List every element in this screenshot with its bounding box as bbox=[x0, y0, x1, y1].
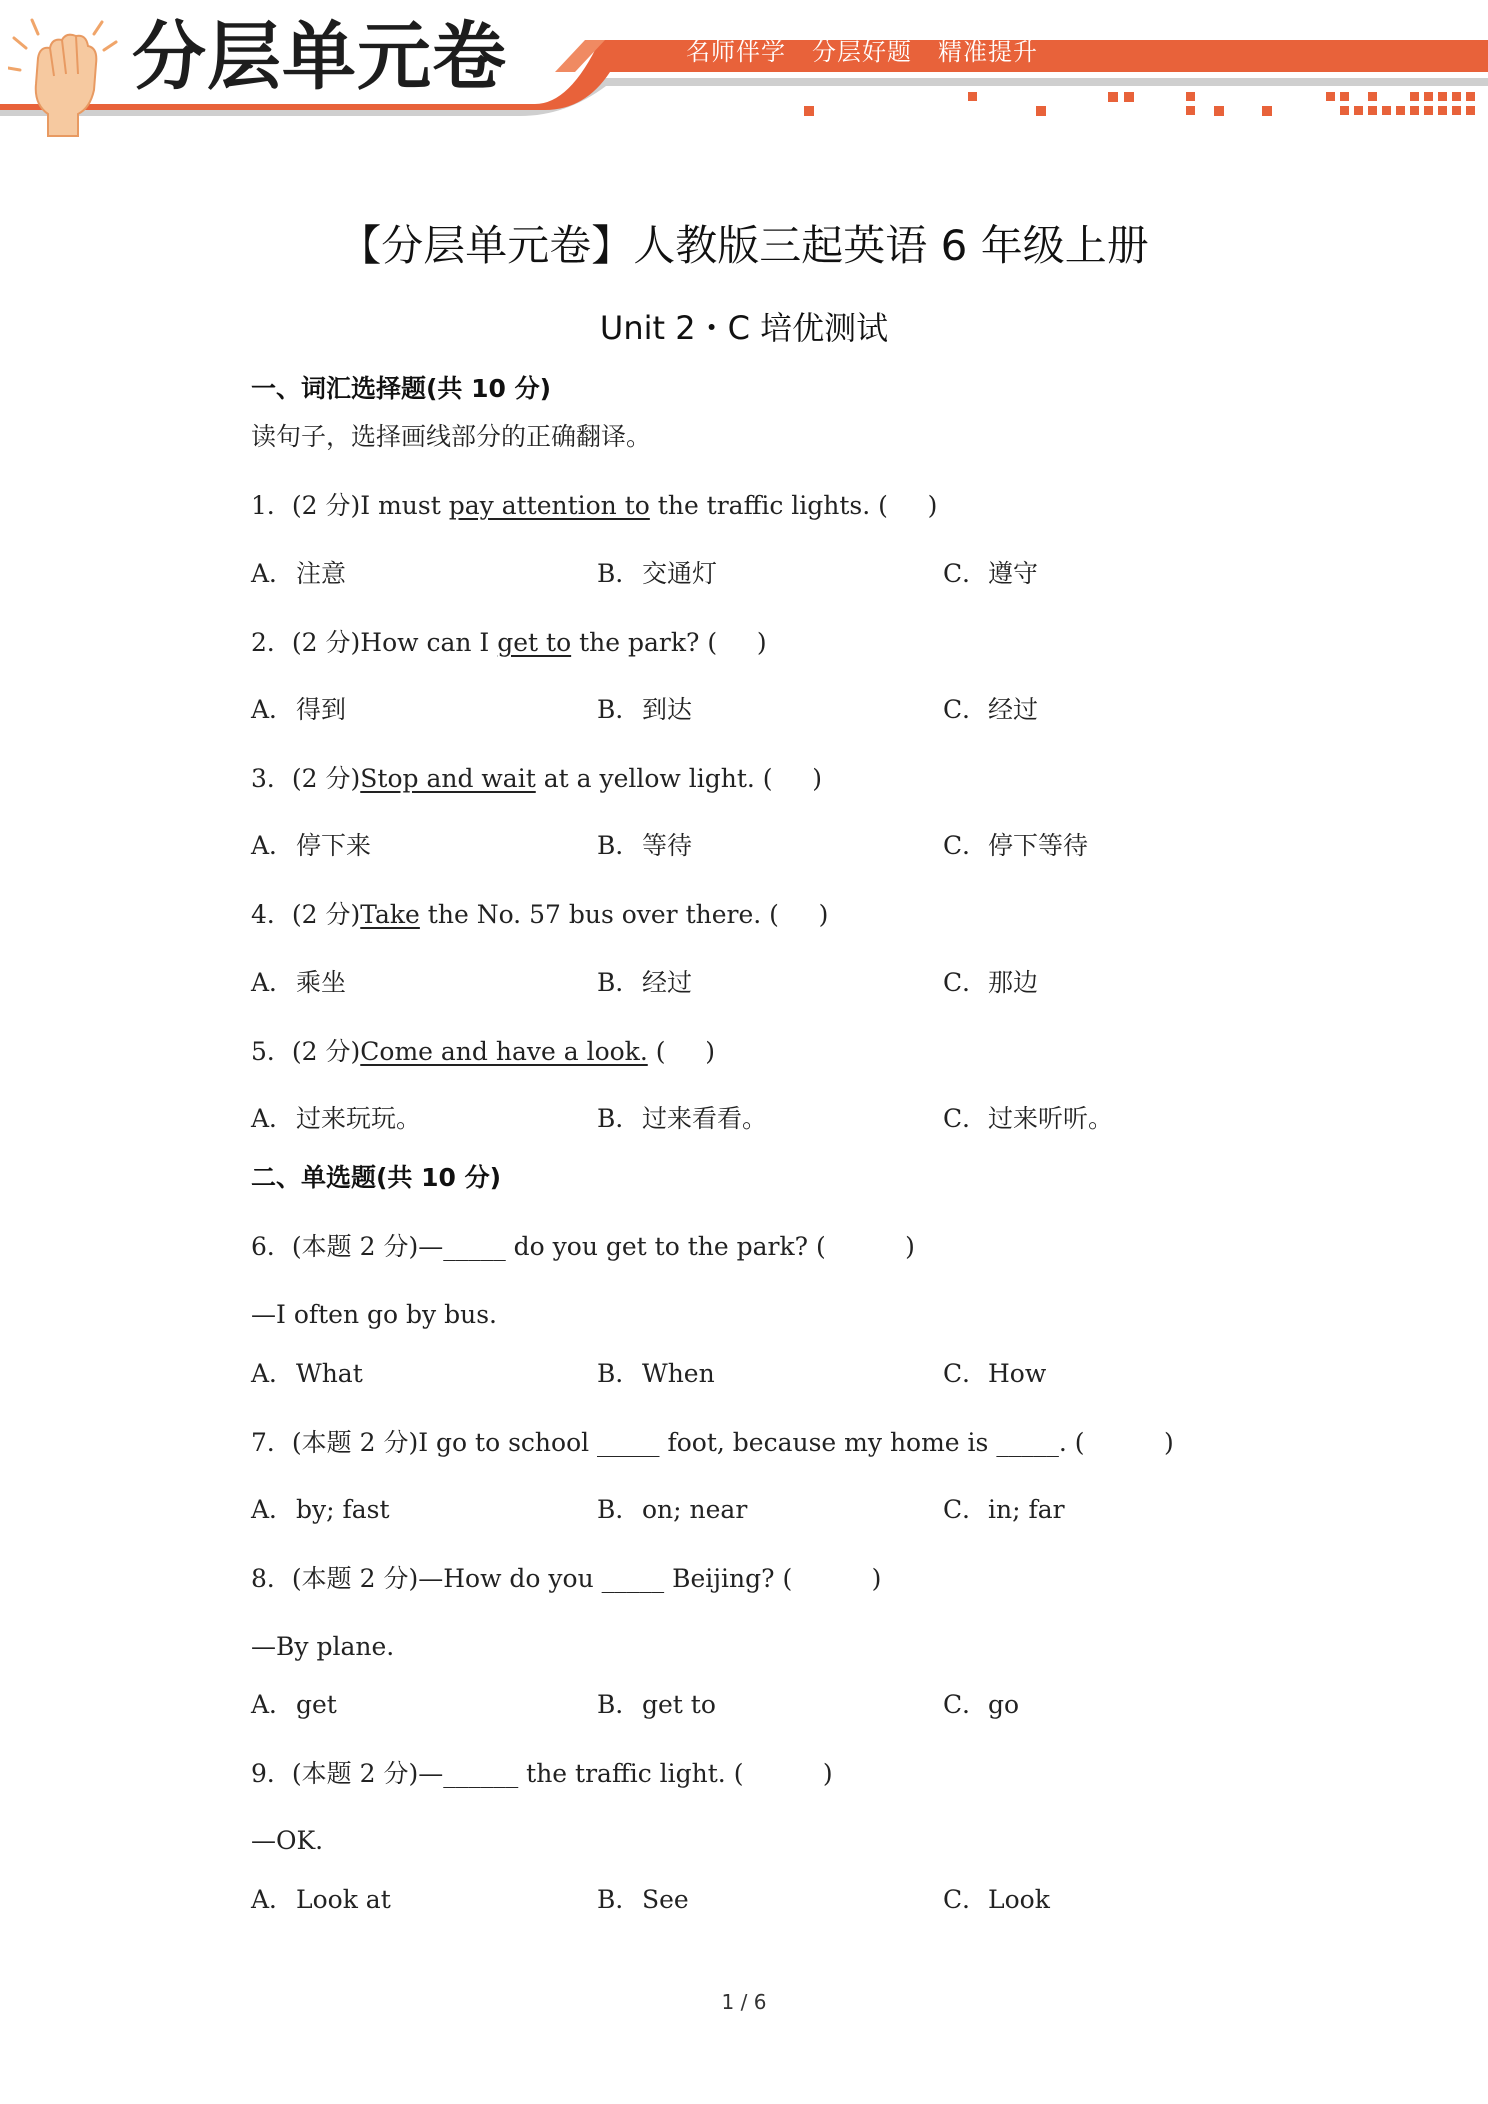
slogan-3: 精准提升 bbox=[938, 38, 1038, 66]
q3-option-b: B．等待 bbox=[597, 831, 693, 860]
question-1: 1．(2 分)I must pay attention to the traffic lights. ( ) bbox=[251, 491, 938, 520]
question-9-reply: —OK. bbox=[251, 1826, 324, 1855]
q1-option-c: C．遵守 bbox=[943, 559, 1039, 588]
q1-option-a: A．注意 bbox=[251, 559, 347, 588]
raised-fist-icon bbox=[8, 18, 118, 138]
q5-option-c: C．过来听听。 bbox=[943, 1104, 1114, 1133]
document-subtitle: Unit 2・C 培优测试 bbox=[599, 309, 889, 347]
q5-option-b: B．过来看看。 bbox=[597, 1104, 768, 1133]
q4-option-a: A．乘坐 bbox=[251, 968, 347, 997]
q7-option-a: A．by; fast bbox=[251, 1495, 390, 1524]
q2-option-c: C．经过 bbox=[943, 695, 1039, 724]
q6-option-a: A．What bbox=[251, 1359, 363, 1388]
q4-option-b: B．经过 bbox=[597, 968, 693, 997]
section-1-instruction: 读句子，选择画线部分的正确翻译。 bbox=[251, 422, 652, 451]
q6-option-b: B．When bbox=[597, 1359, 715, 1388]
q3-option-c: C．停下等待 bbox=[943, 831, 1089, 860]
question-6: 6．(本题 2 分)—_____ do you get to the park? ( ) bbox=[251, 1232, 915, 1261]
slogan-2: 分层好题 bbox=[812, 38, 912, 66]
question-8-reply: —By plane. bbox=[251, 1632, 395, 1661]
q4-option-c: C．那边 bbox=[943, 968, 1039, 997]
header-banner bbox=[0, 0, 1488, 150]
q5-option-a: A．过来玩玩。 bbox=[251, 1104, 422, 1133]
q8-option-c: C．go bbox=[943, 1690, 1020, 1719]
slogan-1: 名师伴学 bbox=[686, 38, 786, 66]
question-9: 9．(本题 2 分)—______ the traffic light. ( ) bbox=[251, 1759, 833, 1788]
q1-option-b: B．交通灯 bbox=[597, 559, 718, 588]
question-3: 3．(2 分)Stop and wait at a yellow light. ( ) bbox=[251, 764, 823, 793]
brand-title: 分层单元卷 bbox=[132, 14, 507, 100]
section-1-heading: 一、词汇选择题(共 10 分) bbox=[251, 374, 552, 403]
q2-option-a: A．得到 bbox=[251, 695, 347, 724]
q8-option-a: A．get bbox=[251, 1690, 337, 1719]
document-title: 【分层单元卷】人教版三起英语 6 年级上册 bbox=[339, 221, 1149, 270]
q3-option-a: A．停下来 bbox=[251, 831, 372, 860]
q9-option-c: C．Look bbox=[943, 1885, 1050, 1914]
question-8: 8．(本题 2 分)—How do you _____ Beijing? ( ) bbox=[251, 1564, 882, 1593]
question-5: 5．(2 分)Come and have a look. ( ) bbox=[251, 1037, 715, 1066]
q7-option-b: B．on; near bbox=[597, 1495, 748, 1524]
q6-option-c: C．How bbox=[943, 1359, 1047, 1388]
q8-option-b: B．get to bbox=[597, 1690, 716, 1719]
question-7: 7．(本题 2 分)I go to school _____ foot, because my home is _____. ( ) bbox=[251, 1428, 1174, 1457]
q9-option-a: A．Look at bbox=[251, 1885, 391, 1914]
question-6-reply: —I often go by bus. bbox=[251, 1300, 497, 1329]
q2-option-b: B．到达 bbox=[597, 695, 693, 724]
section-2-heading: 二、单选题(共 10 分) bbox=[251, 1163, 502, 1192]
question-4: 4．(2 分)Take the No. 57 bus over there. ( ) bbox=[251, 900, 829, 929]
question-2: 2．(2 分)How can I get to the park? ( ) bbox=[251, 628, 767, 657]
q7-option-c: C．in; far bbox=[943, 1495, 1065, 1524]
page-number: 1 / 6 bbox=[721, 1990, 767, 2014]
q9-option-b: B．See bbox=[597, 1885, 689, 1914]
